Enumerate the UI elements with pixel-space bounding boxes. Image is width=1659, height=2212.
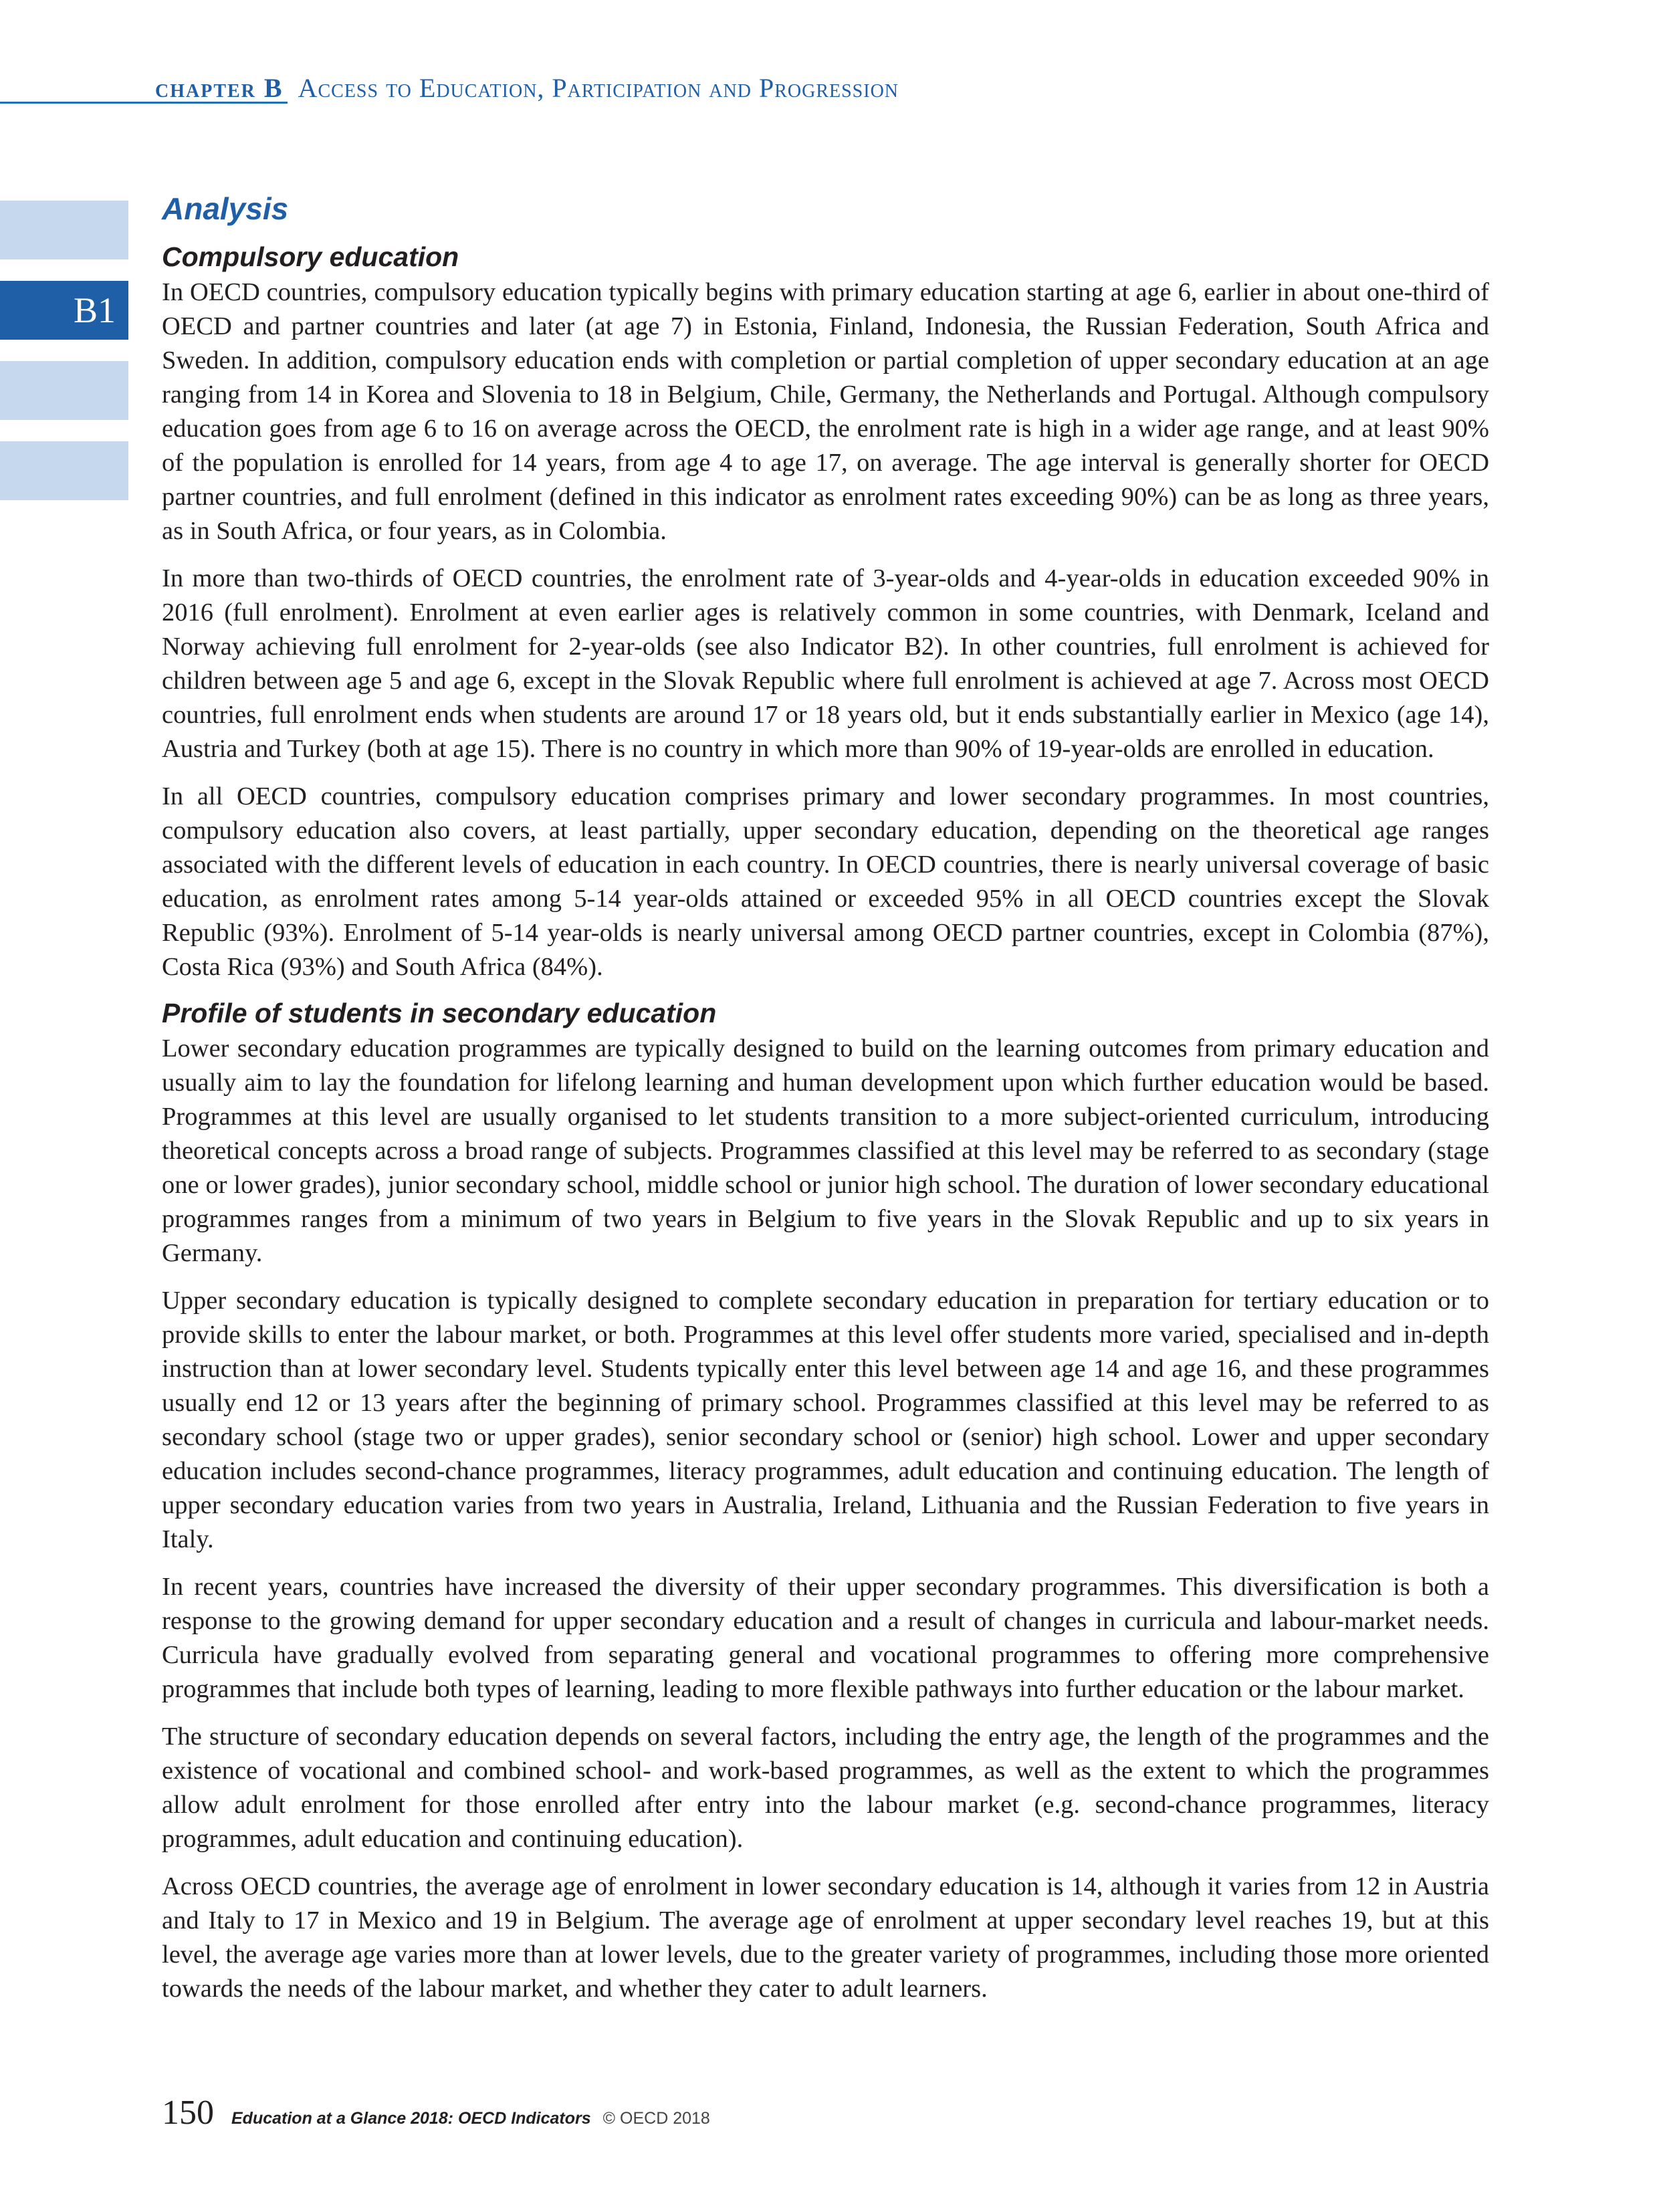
publication-title: Education at a Glance 2018: OECD Indicators — [231, 2109, 591, 2128]
page-footer — [162, 2093, 710, 2132]
paragraph: In recent years, countries have increased the diversity of their upper secondary programmes. This diversification is both a response to the growing demand for upper secondary education and a result of changes in curricula and labour-market needs. Curricula have gradually evolved from separating general and vocational programmes to offering more comprehensive programmes that include both types of learning, leading to more flexible pathways into further education or the labour market. — [162, 1573, 1489, 1703]
paragraph: In all OECD countries, compulsory education comprises primary and lower secondary programmes. In most countries, compulsory education also covers, at least partially, upper secondary education, depending on the theoretical age ranges associated with the different levels of education in each country. In OECD countries, there is nearly universal coverage of basic education, as enrolment rates among 5-14 year-olds attained or exceeded 95% in all OECD countries except the Slovak Republic (93%). Enrolment of 5-14 year-olds is nearly universal among OECD partner countries, except in Colombia (87%), Costa Rica (93%) and South Africa (84%). — [162, 782, 1489, 981]
chapter-title: Access to Education, Participation and Progression — [298, 73, 899, 103]
paragraph: In more than two-thirds of OECD countries, the enrolment rate of 3-year-olds and 4-year-olds in education exceeded 90% in 2016 (full enrolment). Enrolment at even earlier ages is relatively common in some countries, with Denmark, Iceland and Norway achieving full enrolment for 2-year-olds (see also Indicator B2). In other countries, full enrolment is achieved for children between age 5 and age 6, except in the Slovak Republic where full enrolment is achieved at age 7. Across most OECD countries, full enrolment ends when students are around 17 or 18 years old, but it ends substantially earlier in Mexico (age 14), Austria and Turkey (both at age 15). There is no country in which more than 90% of 19-year-olds are enrolled in education. — [162, 564, 1489, 763]
side-tab-decor-3 — [0, 441, 128, 500]
paragraph: In OECD countries, compulsory education typically begins with primary education starting at age 6, earlier in about one-third of OECD and partner countries and later (at age 7) in Estonia, Finland, Indonesia, the Russian Federation, South Africa and Sweden. In addition, compulsory education ends with completion or partial completion of upper secondary education at an age ranging from 14 in Korea and Slovenia to 18 in Belgium, Chile, Germany, the Netherlands and Portugal. Although compulsory education goes from age 6 to 16 on average across the OECD, the enrolment rate is high in a wider age range, and at least 90% of the population is enrolled for 14 years, from age 4 to age 17, on average. The age interval is generally shorter for OECD partner countries, and full enrolment (defined in this indicator as enrolment rates exceeding 90%) can be as long as three years, as in South Africa, or four years, as in Colombia. — [162, 278, 1489, 545]
side-tab-decor-1 — [0, 201, 128, 259]
side-tab-decor-2 — [0, 361, 128, 420]
paragraph: Lower secondary education programmes are typically designed to build on the learning outcomes from primary education and usually aim to lay the foundation for lifelong learning and human development upon which further education would be based. Programmes at this level are usually organised to let students transition to a more subject-oriented curriculum, introducing theoretical concepts across a broad range of subjects. Programmes classified at this level may be referred to as secondary (stage one or lower grades), junior secondary school, middle school or junior high school. The duration of lower secondary educational programmes ranges from a minimum of two years in Belgium to five years in the Slovak Republic and up to six years in Germany. — [162, 1034, 1489, 1267]
profile-heading: Profile of students in secondary education — [162, 998, 717, 1028]
page-number: 150 — [162, 2094, 214, 2132]
compulsory-heading: Compulsory education — [162, 241, 459, 272]
main-content — [162, 191, 1489, 2019]
analysis-heading: Analysis — [162, 191, 289, 226]
paragraph: Across OECD countries, the average age of enrolment in lower secondary education is 14, although it varies from 12 in Austria and Italy to 17 in Mexico and 19 in Belgium. The average age of enrolment at upper secondary level reaches 19, but at this level, the average age varies more than at lower levels, due to the greater variety of programmes, including those more oriented towards the needs of the labour market, and whether they cater to adult learners. — [162, 1872, 1489, 2003]
paragraph: The structure of secondary education depends on several factors, including the entry age, the length of the programmes and the existence of vocational and combined school- and work-based programmes, as well as the extent to which the programmes allow adult enrolment for those enrolled after entry into the labour market (e.g. second-chance programmes, literacy programmes, adult education and continuing education). — [162, 1723, 1489, 1853]
copyright: © OECD 2018 — [602, 2109, 710, 2128]
side-tab-b1: B1 — [0, 281, 128, 340]
paragraph: Upper secondary education is typically designed to complete secondary education in preparation for tertiary education or to provide skills to enter the labour market, or both. Programmes at this level offer students more varied, specialised and in-depth instruction than at lower secondary level. Students typically enter this level between age 14 and age 16, and these programmes usually end 12 or 13 years after the beginning of primary school. Programmes classified at this level may be referred to as secondary school (stage two or upper grades), senior secondary school or (senior) high school. Lower and upper secondary education includes second-chance programmes, literacy programmes, adult education and continuing education. The length of upper secondary education varies from two years in Australia, Ireland, Lithuania and the Russian Federation to five years in Italy. — [162, 1287, 1489, 1553]
chapter-label: chapter B — [155, 73, 284, 103]
running-header — [155, 72, 899, 104]
